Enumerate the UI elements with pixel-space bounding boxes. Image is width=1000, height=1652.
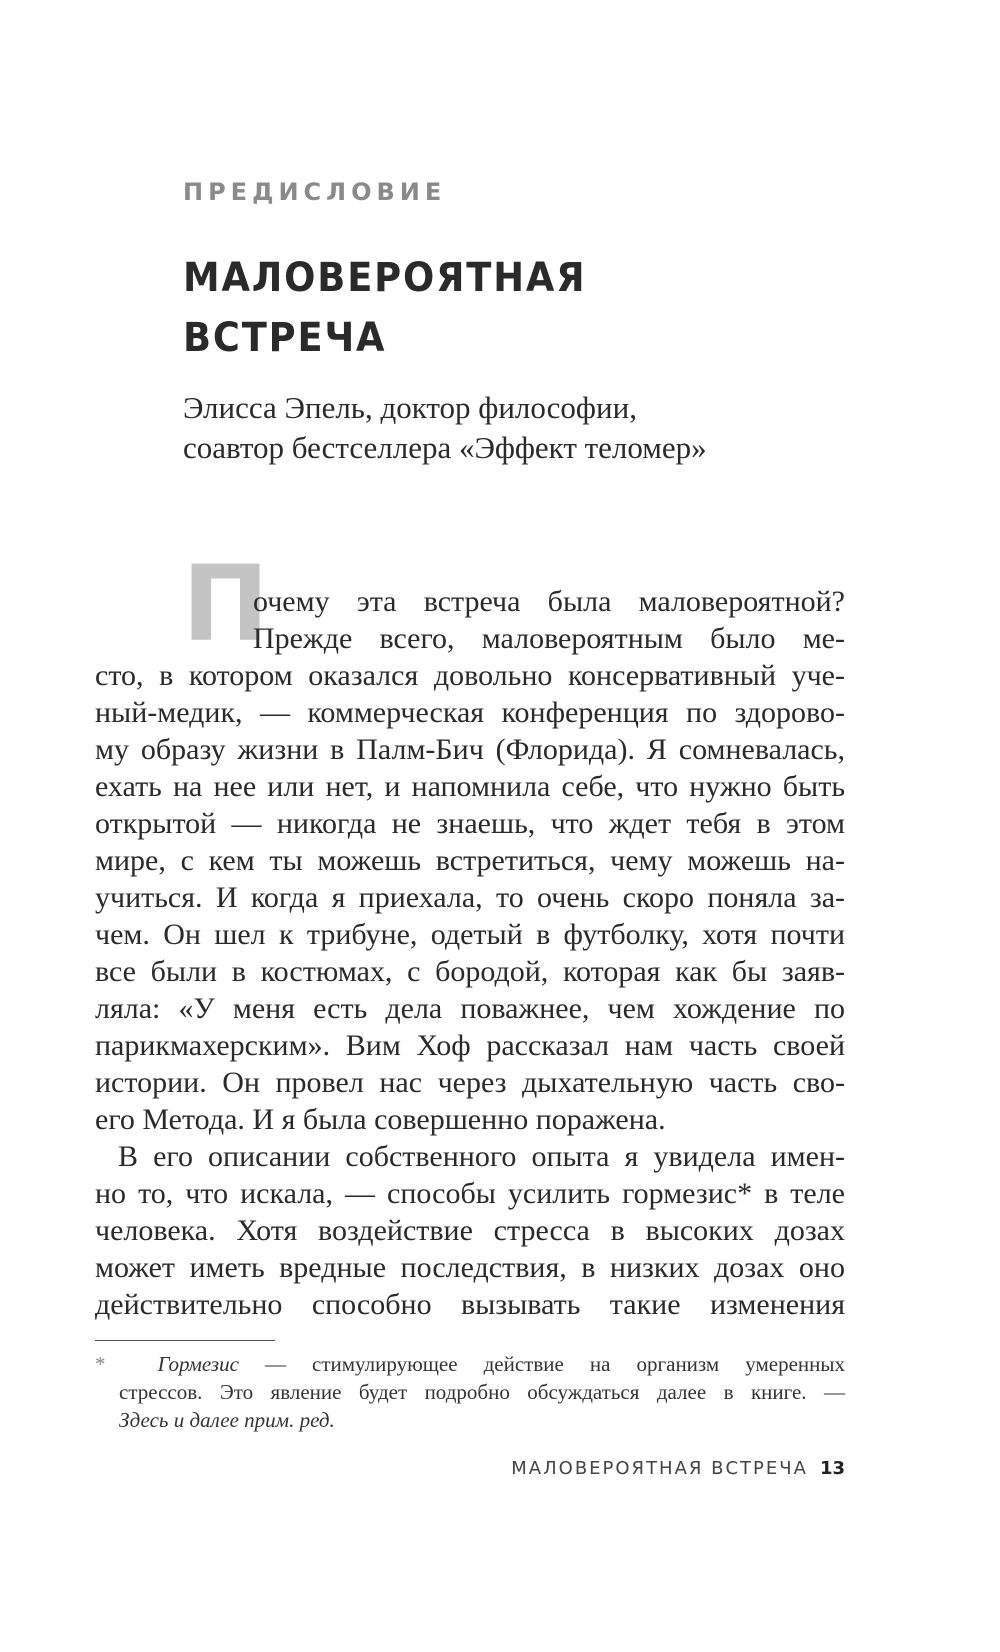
drop-cap: П: [182, 543, 270, 665]
chapter-title: [183, 248, 586, 368]
footnote-text: Здесь и далее прим. ред.: [119, 1408, 335, 1432]
text-line: может иметь вредные последствия, в низких дозах оно: [95, 1251, 845, 1284]
footnote-term: Гормезис: [157, 1352, 239, 1376]
text-line: истории. Он провел нас через дыхательную часть сво-: [95, 1066, 845, 1099]
text-line: учиться. И когда я приехала, то очень скоро поняла за-: [95, 881, 845, 914]
text-line: открытой — никогда не знаешь, что ждет тебя в этом: [95, 807, 845, 840]
footnote-text: — стимулирующее действие на организм умеренных: [238, 1352, 846, 1376]
text-line: В его описании собственного опыта я увидела имен-: [118, 1140, 845, 1173]
text-line: мире, с кем ты можешь встретиться, чему можешь на-: [95, 844, 845, 877]
byline-line: Элисса Эпель, доктор философии,: [183, 390, 637, 425]
page-footer: [511, 1458, 845, 1479]
chapter-kicker: ПРЕДИСЛОВИЕ: [183, 178, 447, 206]
text-line: действительно способно вызывать такие изменения: [95, 1288, 845, 1321]
chapter-title-line: МАЛОВЕРОЯТНАЯ: [183, 255, 587, 301]
footnote-text: стрессов. Это явление будет подробно обсуждаться далее в книге. —: [119, 1380, 845, 1404]
text-line: ный-медик, — коммерческая конференция по здорово-: [95, 696, 845, 729]
footnote-mark: *: [95, 1352, 106, 1376]
text-line: ехать на нее или нет, и напомнила себе, что нужно быть: [95, 770, 845, 803]
text-line: очему эта встреча была маловероятной?: [253, 585, 845, 618]
text-line: парикмахерским». Вим Хоф рассказал нам часть своей: [95, 1029, 845, 1062]
text-line: чем. Он шел к трибуне, одетый в футболку, хотя почти: [95, 918, 845, 951]
text-line: все были в костюмах, с бородой, которая как бы заяв-: [95, 955, 845, 988]
chapter-title-line: ВСТРЕЧА: [183, 315, 387, 361]
text-line: его Метода. И я была совершенно поражена.: [95, 1103, 666, 1136]
text-line: ляла: «У меня есть дела поважнее, чем хождение по: [95, 992, 845, 1025]
byline-line: соавтор бестселлера «Эффект теломер»: [183, 430, 707, 465]
body-text: [95, 583, 845, 1323]
text-line: но то, что искала, — способы усилить гормезис* в теле: [95, 1177, 845, 1210]
page-number: 13: [819, 1458, 845, 1479]
running-title: МАЛОВЕРОЯТНАЯ ВСТРЕЧА: [511, 1458, 808, 1479]
text-line: сто, в котором оказался довольно консервативный уче-: [95, 659, 845, 692]
text-line: му образу жизни в Палм-Бич (Флорида). Я сомневалась,: [95, 733, 845, 766]
text-line: человека. Хотя воздействие стресса в высоких дозах: [95, 1214, 845, 1247]
text-line: Прежде всего, маловероятным было ме-: [253, 622, 845, 655]
footnote: [95, 1350, 845, 1434]
footnote-divider: [95, 1340, 275, 1341]
author-byline: [183, 388, 707, 468]
